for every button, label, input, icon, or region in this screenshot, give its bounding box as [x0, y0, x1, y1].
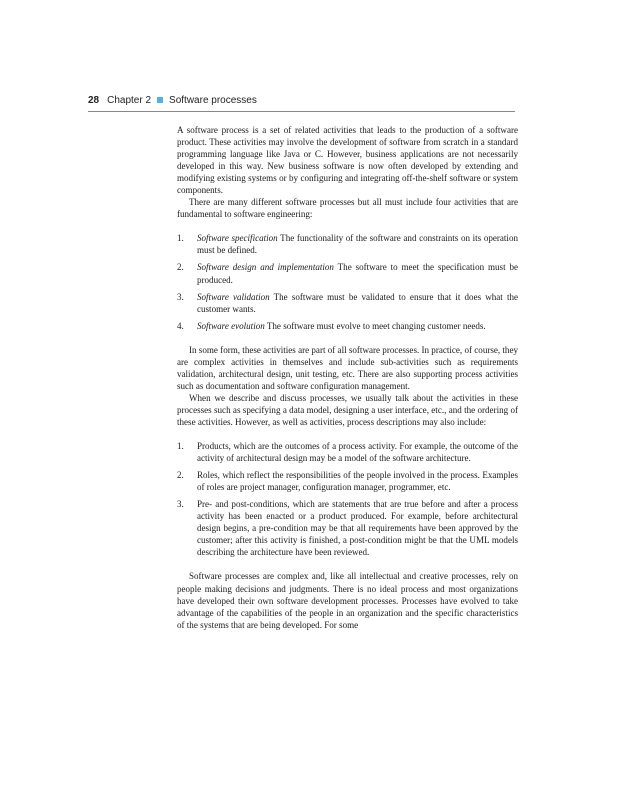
paragraph-3: In some form, these activities are part of all software processes. In practice, of course, they are complex activities in themselves and include sub-activities such as requirements validation, architectural design, unit testing, etc. There are also supporting process activities such as documentation and software configuration management. [177, 344, 518, 391]
list-item [177, 469, 518, 493]
list-item [177, 320, 518, 332]
header-rule [88, 111, 515, 112]
body-text [177, 124, 518, 631]
descriptions-list [177, 440, 518, 558]
list-item [177, 291, 518, 315]
section-title: Software processes [169, 95, 257, 106]
list-term: Software validation [197, 291, 270, 302]
list-text: Roles, which reflect the responsibilities of the people involved in the process. Examples of roles are project manager, configuration manager, programmer, etc. [197, 470, 518, 493]
activities-list [177, 232, 518, 331]
paragraph-2: There are many different software processes but all must include four activities that are fundamental to software engineering: [177, 197, 518, 220]
list-term: Software design and implementation [197, 262, 334, 273]
paragraph-5: Software processes are complex and, like all intellectual and creative processes, rely on people making decisions and judgments. There is no ideal process and most organizations have developed their own software development processes. Processes have evolved to take advantage of the capabilities of the people in an organization and the specific characteristics of the systems that are being developed. For some [177, 571, 518, 630]
list-number: 2. [177, 262, 184, 273]
chapter-label: Chapter 2 [107, 95, 152, 106]
list-number: 2. [177, 470, 184, 481]
list-text: Products, which are the outcomes of a process activity. For example, the outcome of the activity of architectural design may be a model of the software architecture. [197, 441, 518, 464]
list-number: 1. [177, 233, 184, 244]
list-term: Software specification [197, 233, 278, 244]
list-item [177, 498, 518, 558]
paragraph-1: A software process is a set of related activities that leads to the production of a software product. These activities may involve the development of software from scratch in a standard programming language like Java or C. However, business applications are not necessarily developed in this way. New business software is now often developed by extending and modifying existing systems or by configuring and integrating off-the-shelf software or system components. [177, 125, 518, 196]
list-item [177, 261, 518, 285]
list-text: The software must evolve to meet changing customer needs. [264, 320, 486, 331]
list-text: Pre- and post-conditions, which are statements that are true before and after a process activity has been enacted or a product produced. For example, before architectural design begins, a pre-condition may be that all requirements have been approved by the customer; after this activity is finished, a post-condition might be that the UML models describing the architecture have been reviewed. [197, 499, 518, 558]
list-term: Software evolution [197, 320, 265, 331]
list-item [177, 440, 518, 464]
list-text: The software to meet the specification must be produced. [197, 262, 519, 285]
list-number: 3. [177, 499, 184, 510]
list-text: The functionality of the software and constraints on its operation must be defined. [197, 233, 518, 256]
page-number: 28 [88, 95, 100, 106]
separator-square-icon [157, 97, 163, 103]
list-number: 3. [177, 291, 184, 302]
list-number: 4. [177, 320, 184, 331]
running-header [88, 94, 515, 110]
list-text: The software must be validated to ensure that it does what the customer wants. [197, 291, 518, 314]
paragraph-4: When we describe and discuss processes, we usually talk about the activities in these processes such as specifying a data model, designing a user interface, etc., and the ordering of these activities. However, as well as activities, process descriptions may also include: [177, 392, 518, 427]
list-number: 1. [177, 441, 184, 452]
list-item [177, 232, 518, 256]
